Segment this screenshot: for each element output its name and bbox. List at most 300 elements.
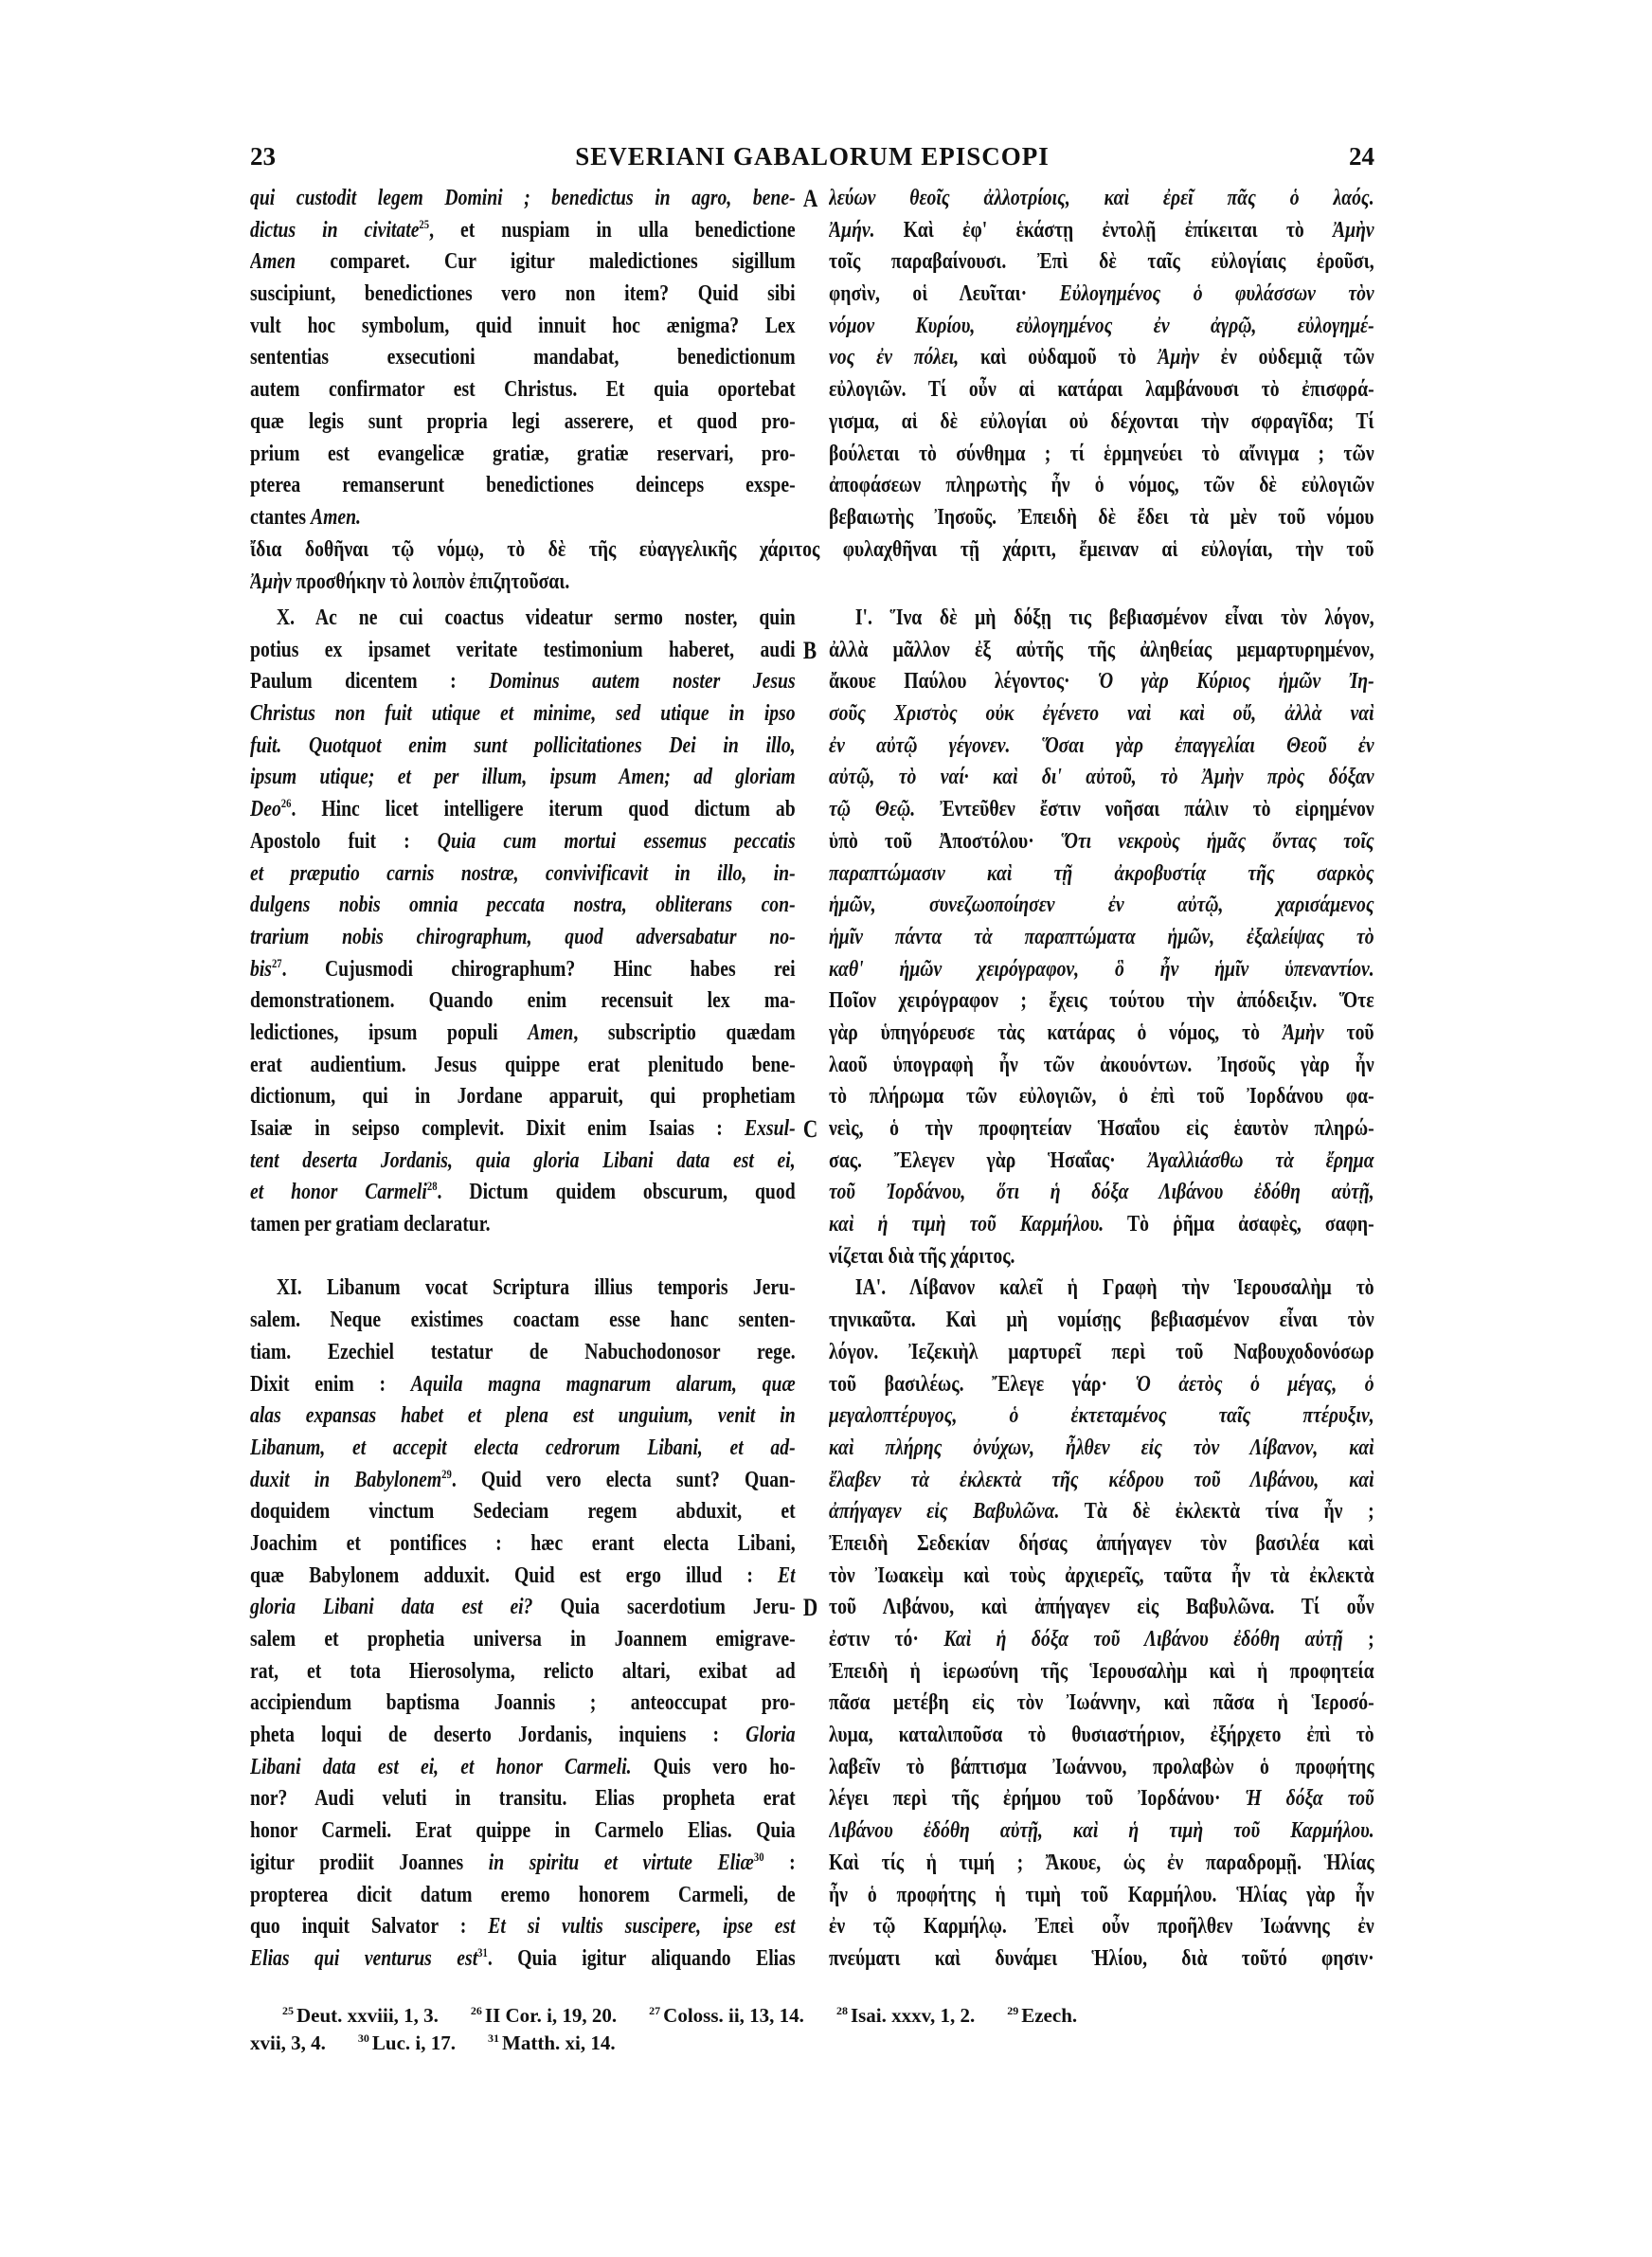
text-line [250, 1496, 796, 1528]
text-line [829, 858, 1374, 891]
italic-text: παραπτώμασιν καὶ τῇ ἀκροβυστίᾳ τῆς σαρκὸς [829, 860, 1374, 886]
roman-text: λυμα, καταλιποῦσα τὸ θυσιαστήριον, ἐξήρχετο ἐπὶ τὸ [829, 1723, 1374, 1748]
italic-text: Libanum, et accepit electa cedrorum Libani, et ad- [250, 1435, 796, 1460]
italic-text: dulgens nobis omnia peccata nostra, obliterans con- [250, 893, 796, 918]
roman-text: πᾶσα μετέβη εἰς τὸν Ἰωάννην, καὶ πᾶσα ἡ Ἱεροσό- [829, 1690, 1374, 1716]
roman-text: tamen per gratiam declaratur. [250, 1212, 491, 1237]
italic-text: νος ἐν πόλει, [829, 345, 960, 370]
italic-text: ἡμῶν, συνεζωοποίησεν ἐν αὐτῷ, χαρισάμενος [829, 893, 1374, 918]
roman-text: Καὶ τίς ἡ τιμή ; Ἄκουε, ὡς ἐν παραδρομῇ. Ἡλίας [829, 1850, 1374, 1875]
roman-text: X. Ac ne cui coactus videatur sermo noster, quin [276, 605, 796, 630]
text-line [829, 1783, 1374, 1815]
text-line [829, 1018, 1374, 1050]
text-line [250, 1433, 796, 1465]
roman-text: salem et prophetia universa in Joannem emigrave- [250, 1627, 796, 1652]
left-column-latin [250, 603, 818, 1976]
text-line [829, 762, 1374, 794]
text-line [250, 1305, 796, 1337]
text-line [829, 1241, 1374, 1273]
roman-text: salem. Neque existimes coactam esse hanc senten- [250, 1308, 796, 1333]
roman-text: ; [1342, 1627, 1374, 1652]
text-line [829, 470, 1374, 502]
roman-text: tiam. Ezechiel testatur de Nabuchodonosor rege. [250, 1339, 796, 1364]
roman-text: erat audientium. Jesus quippe erat plenitudo bene- [250, 1052, 796, 1077]
italic-text: trarium nobis chirographum, quod adversabatur no- [250, 924, 796, 949]
italic-text: Ἀμὴν [1158, 345, 1199, 370]
roman-text: ἐν τῷ Καρμήλῳ. Ἐπεὶ οὖν προῆλθεν Ἰωάννης ἐν [829, 1914, 1374, 1940]
roman-text: doquidem vinctum Sedeciam regem abduxit, et [250, 1499, 796, 1525]
italic-text: Ἀγαλλιάσθω τὰ ἔρημα [1147, 1147, 1374, 1173]
footnote-text: Matth. xi, 14. [502, 2031, 616, 2054]
italic-text: Ὁ ἀετὸς ὁ μέγας, ὁ [1135, 1371, 1374, 1397]
margin-letter: D [802, 1594, 818, 1622]
text-line [829, 246, 1374, 279]
text-line [829, 985, 1374, 1018]
italic-text: fuit. Quotquot enim sunt pollicitationes Dei in illo, [250, 732, 796, 758]
italic-text: ipsum utique; et per illum, ipsum Amen; ad gloriam [250, 765, 796, 790]
roman-text: pheta loqui de deserto Jordanis, inquiens : [250, 1723, 746, 1748]
italic-text: ἀπήγαγεν εἰς Βαβυλῶνα. [829, 1499, 1060, 1525]
text-line [250, 279, 796, 311]
paragraph [250, 1273, 818, 1975]
text-line [829, 1848, 1374, 1880]
margin-letter: B [802, 636, 817, 664]
text-line [829, 794, 1374, 826]
roman-text: potius ex ipsamet veritate testimonium haberet, audi [250, 637, 796, 662]
footnote [471, 2004, 617, 2027]
text-line [829, 1688, 1374, 1720]
text-line [829, 731, 1374, 763]
italic-text: Amen. [310, 504, 361, 530]
italic-text: et honor Carmeli [250, 1180, 427, 1205]
footnote-marker: 26 [280, 796, 292, 811]
roman-text: φησὶν, οἱ Λευῖται· [829, 281, 1060, 307]
roman-text: Ἐπειδὴ ἡ ἱερωσύνη τῆς Ἱερουσαλὴμ καὶ ἡ προφητεία [829, 1658, 1374, 1684]
roman-text: τὸ πλήρωμα τῶν εὐλογιῶν, ὁ ἐπὶ τοῦ Ἰορδάνου φα- [829, 1084, 1374, 1110]
roman-text: vult hoc symbolum, quid innuit hoc ænigma? Lex [250, 313, 796, 338]
footnote-marker: 31 [477, 1944, 488, 1959]
roman-text: ἐστιν τό· [829, 1627, 944, 1652]
paragraph [250, 534, 1374, 598]
text-line [250, 1688, 796, 1720]
text-line [829, 1815, 1374, 1848]
text-line [829, 1465, 1374, 1497]
text-line [829, 1113, 1374, 1146]
italic-text: duxit in Babylonem [250, 1467, 442, 1492]
italic-text: Ἀμήν. [829, 217, 875, 243]
text-line [250, 731, 796, 763]
footnote-text: Coloss. ii, 13, 14. [663, 2004, 804, 2027]
roman-text: ὑπὸ τοῦ Ἀποστόλου· [829, 828, 1061, 854]
text-line [250, 698, 796, 731]
roman-text: Quis vero ho- [631, 1754, 796, 1779]
running-title: SEVERIANI GABALORUM EPISCOPI [575, 142, 1050, 171]
italic-text: Christus non fuit utique et minime, sed utique in ipso [250, 701, 796, 727]
paragraph [829, 1273, 1374, 1975]
roman-text: . Dictum quidem obscurum, quod [437, 1180, 796, 1205]
roman-text: βεβαιωτὴς Ἰησοῦς. Ἐπειδὴ δὲ ἔδει τὰ μὲν τοῦ νόμου [829, 504, 1374, 530]
text-line [829, 1305, 1374, 1337]
footnote-number: 26 [470, 2004, 482, 2017]
margin-letter: A [802, 185, 818, 212]
text-line [250, 1561, 796, 1593]
italic-text: Ἀμὴν [1282, 1020, 1324, 1045]
roman-text: τὸν Ἰωακεὶμ καὶ τοὺς ἀρχιερεῖς, ταῦτα ἦν τὰ ἐκλεκτὰ [829, 1562, 1374, 1588]
roman-text: . Quid vero electa sunt? Quan- [451, 1467, 796, 1492]
text-line [250, 1624, 796, 1656]
footnotes [250, 2002, 1374, 2057]
text-line [250, 762, 796, 794]
italic-text: Quia cum mortui essemus peccatis [437, 828, 796, 854]
text-line [250, 603, 796, 635]
text-line [250, 1815, 796, 1848]
text-line [829, 1561, 1374, 1593]
roman-text: εὐλογιῶν. Τί οὖν αἱ κατάραι λαμβάνουσι τὸ ἐπισφρά- [829, 377, 1374, 403]
roman-text: rat, et tota Hierosolyma, relicto altari, exibat ad [250, 1658, 796, 1684]
italic-text: Exsul- [745, 1116, 796, 1141]
roman-text: Joachim et pontifices : hæc erant electa Libani, [250, 1530, 796, 1556]
text-line [829, 922, 1374, 954]
text-line [250, 890, 796, 922]
roman-text: σας. Ἔλεγεν γὰρ Ἡσαΐας· [829, 1147, 1148, 1173]
text-line [250, 1880, 796, 1912]
footnote-text: Isai. xxxv, 1, 2. [850, 2004, 976, 2027]
text-line [250, 1337, 796, 1369]
paragraph [829, 603, 1374, 1273]
roman-text: . Cujusmodi chirographum? Hinc habes rei [281, 956, 796, 982]
footnote-marker: 29 [441, 1466, 452, 1481]
roman-text: ΙΑ'. Λίβανον καλεῖ ἡ Γραφὴ τὴν Ἱερουσαλὴμ τὸ [854, 1275, 1374, 1301]
text-line [829, 1496, 1374, 1528]
footnote-number: 30 [357, 2031, 369, 2045]
footnote-marker: 25 [419, 216, 430, 231]
footnote [1007, 2004, 1077, 2027]
roman-text: γισμα, αἱ δὲ εὐλογίαι οὐ δέχονται τὴν σφραγῖδα; Τί [829, 408, 1374, 434]
roman-text: . Quia igitur aliquando Elias [487, 1945, 796, 1971]
text-line [829, 1656, 1374, 1688]
left-column-top [250, 183, 818, 534]
roman-text: ἄκουε Παύλου λέγοντος· [829, 669, 1098, 695]
roman-text: suscipiunt, benedictiones vero non item? Quid sibi [250, 281, 796, 307]
roman-text: , et nuspiam in ulla benedictione [429, 217, 796, 243]
roman-text: quæ legis sunt propria legi asserere, et quod pro- [250, 408, 796, 434]
text-line [829, 666, 1374, 698]
roman-text: νεὶς, ὁ τὴν προφητείαν Ἡσαΐου εἰς ἑαυτὸν πληρώ- [829, 1116, 1374, 1141]
roman-text: τοῦ βασιλέως. Ἔλεγε γάρ· [829, 1371, 1136, 1397]
text-line [829, 342, 1374, 374]
roman-text: πνεύματι καὶ δυνάμει Ἡλίου, διὰ τοῦτό φησιν· [829, 1945, 1374, 1971]
italic-text: ἐν αὐτῷ γέγονεν. Ὅσαι γὰρ ἐπαγγελίαι Θεοῦ ἐν [829, 732, 1374, 758]
paragraph [829, 183, 1374, 534]
text-line [829, 374, 1374, 406]
italic-text: Et si vultis suscipere, ipse est [488, 1914, 796, 1940]
footnote-line [250, 2030, 1374, 2057]
italic-text: bis [250, 956, 272, 982]
text-line [250, 1209, 796, 1241]
text-line [250, 1528, 796, 1561]
italic-text: dictus in civitate [250, 217, 420, 243]
italic-text: λεύων θεοῖς ἀλλοτρίοις, καὶ ἐρεῖ πᾶς ὁ λαός. [829, 186, 1374, 210]
text-line [250, 406, 796, 439]
roman-text: Quia sacerdotium Jeru- [532, 1595, 796, 1620]
roman-text: propterea dicit datum eremo honorem Carmeli, de [250, 1882, 796, 1907]
text-line [250, 954, 796, 986]
roman-text: ἦν ὁ προφήτης ἡ τιμὴ τοῦ Καρμήλου. Ἡλίας γὰρ ἦν [829, 1882, 1374, 1907]
italic-text: μεγαλοπτέρυγος, ὁ ἐκτεταμένος ταῖς πτέρυξιν, [829, 1403, 1374, 1429]
text-line [250, 1146, 796, 1178]
italic-text: Amen [250, 249, 296, 275]
text-line [829, 890, 1374, 922]
italic-text: Ἀμὴν [250, 569, 292, 594]
italic-text: καθ' ἡμῶν χειρόγραφον, ὃ ἦν ἡμῖν ὑπεναντίον. [829, 956, 1374, 982]
text-line [250, 1720, 796, 1752]
italic-text: Dominus autem noster Jesus [489, 669, 796, 695]
roman-text: , subscriptio quædam [573, 1020, 796, 1045]
footnote-text: Deut. xxviii, 1, 3. [296, 2004, 439, 2027]
roman-text: sententias exsecutioni mandabat, benedictionum [250, 345, 796, 370]
italic-text: Aquila magna magnarum alarum, quæ [410, 1371, 796, 1397]
roman-text: pterea remanserunt benedictiones deinceps exspe- [250, 473, 796, 498]
roman-text: βούλεται τὸ σύνθημα ; τί ἑρμηνεύει τὸ αἴνιγμα ; τῶν [829, 441, 1374, 466]
italic-text: Ἡ δόξα τοῦ [1245, 1786, 1374, 1812]
text-line [250, 311, 796, 343]
italic-text: καὶ ἡ τιμὴ τοῦ Καρμήλου. [829, 1212, 1104, 1237]
text-line [829, 1880, 1374, 1912]
text-line [829, 1433, 1374, 1465]
text-line [250, 534, 1374, 567]
roman-text: prium est evangelicæ gratiæ, gratiæ reservari, pro- [250, 441, 796, 466]
text-line [250, 922, 796, 954]
roman-text: Paulum dicentem : [250, 669, 490, 695]
roman-text: XI. Libanum vocat Scriptura illius temporis Jeru- [276, 1275, 796, 1301]
text-line [829, 1337, 1374, 1369]
text-line [250, 1400, 796, 1433]
italic-text: Εὐλογημένος ὁ φυλάσσων τὸν [1059, 281, 1374, 307]
italic-text: Ὅτι νεκροὺς ἡμᾶς ὄντας τοῖς [1060, 828, 1374, 854]
roman-text: Ἐπειδὴ Σεδεκίαν δήσας ἀπήγαγεν τὸν βασιλέα καὶ [829, 1530, 1374, 1556]
text-line [829, 311, 1374, 343]
text-line [250, 635, 817, 667]
italic-text: καὶ πλήρης ὀνύχων, ἦλθεν εἰς τὸν Λίβανον, καὶ [829, 1435, 1374, 1460]
italic-text: τῷ Θεῷ. [829, 797, 916, 822]
text-line [250, 1113, 818, 1146]
roman-text: Dixit enim : [250, 1371, 411, 1397]
italic-text: alas expansas habet et plena est unguium, venit in [250, 1403, 796, 1429]
footnote [488, 2031, 616, 2054]
text-line [829, 502, 1374, 534]
text-line [829, 215, 1374, 247]
text-line [829, 698, 1374, 731]
footnote-marker: 27 [271, 955, 282, 970]
footnote [649, 2004, 804, 2027]
italic-text: Ἀμὴν [1333, 217, 1374, 243]
italic-text: Amen [528, 1020, 574, 1045]
text-line [250, 1783, 796, 1815]
text-line [829, 406, 1374, 439]
text-line [829, 1528, 1374, 1561]
roman-text: ἐν οὐδεμιᾷ τῶν [1198, 345, 1374, 370]
footnote [358, 2031, 456, 2054]
roman-text: τηνικαῦτα. Καὶ μὴ νομίσῃς βεβιασμένον εἶναι τὸν [829, 1308, 1374, 1333]
text-line [250, 1369, 796, 1401]
text-line [250, 1050, 796, 1082]
italic-text: Deo [250, 797, 281, 822]
text-line [829, 1752, 1374, 1784]
italic-text: gloria Libani data est ei? [250, 1595, 533, 1620]
italic-text: Καὶ ἡ δόξα τοῦ Λιβάνου ἐδόθη αὐτῇ [943, 1627, 1343, 1652]
roman-text: γὰρ ὑπηγόρευσε τὰς κατάρας ὁ νόμος, τὸ [829, 1020, 1283, 1045]
text-line [250, 1848, 796, 1880]
text-line [829, 1050, 1374, 1082]
italic-text: Libani data est ei, et honor Carmeli. [250, 1754, 632, 1779]
roman-text: honor Carmeli. Erat quippe in Carmelo Elias. Quia [250, 1818, 796, 1844]
text-line [829, 1911, 1374, 1943]
text-line [250, 826, 796, 858]
text-line [250, 1911, 796, 1943]
roman-text: λόγον. Ἰεζεκιὴλ μαρτυρεῖ περὶ τοῦ Ναβουχοδονόσωρ [829, 1339, 1374, 1364]
text-line [250, 1177, 796, 1209]
text-line [250, 1752, 796, 1784]
roman-text: ctantes [250, 504, 311, 530]
roman-text: ἴδια δοθῆναι τῷ νόμῳ, τὸ δὲ τῆς εὐαγγελικῆς χάριτος φυλαχθῆναι τῇ χάριτι, ἔμειναν αἱ εὐλογίαι, τὴν τοῦ [250, 537, 1374, 562]
italic-text: αὐτῷ, τὸ ναί· καὶ δι' αὐτοῦ, τὸ Ἀμὴν πρὸς δόξαν [829, 765, 1374, 790]
text-line [250, 1018, 796, 1050]
roman-text: comparet. Cur igitur maledictiones sigillum [296, 249, 796, 275]
italic-text: σοῦς Χριστὸς οὐκ ἐγένετο ναὶ καὶ οὔ, ἀλλὰ ναὶ [829, 701, 1374, 727]
text-line [829, 1273, 1374, 1305]
roman-text: ἀλλὰ μᾶλλον ἐξ αὐτῆς τῆς ἀληθείας μεμαρτυρημένον, [829, 637, 1374, 662]
roman-text: nor? Audi veluti in transitu. Elias propheta erat [250, 1786, 796, 1812]
roman-text: Ἐντεῦθεν ἔστιν νοῆσαι πάλιν τὸ εἰρημένον [915, 797, 1374, 822]
italic-text: Λιβάνου ἐδόθη αὐτῇ, καὶ ἡ τιμὴ τοῦ Καρμήλου. [829, 1818, 1374, 1844]
text-line [829, 826, 1374, 858]
roman-text: quo inquit Salvator : [250, 1914, 489, 1940]
text-line [250, 1273, 796, 1305]
italic-text: tent deserta Jordanis, quia gloria Libani data est ei, [250, 1147, 796, 1173]
margin-letter: C [802, 1115, 818, 1143]
text-line [250, 439, 796, 471]
italic-text: ἡμῖν πάντα τὰ παραπτώματα ἡμῶν, ἐξαλείψας τὸ [829, 924, 1374, 949]
footnote-number: 31 [488, 2031, 500, 2045]
roman-text: προσθήκην τὸ λοιπὸν ἐπιζητοῦσαι. [291, 569, 570, 594]
roman-text: λέγει περὶ τῆς ἐρήμου τοῦ Ἰορδάνου· [829, 1786, 1246, 1812]
page-number-right: 24 [1349, 142, 1374, 171]
text-line [829, 439, 1374, 471]
footnote [282, 2004, 439, 2027]
italic-text: qui custodit legem Domini ; benedictus in agro, bene- [250, 186, 796, 210]
text-line [829, 635, 1374, 667]
text-line [250, 794, 796, 826]
text-line [250, 1656, 796, 1688]
italic-text: Ὁ γὰρ Κύριος ἡμῶν Ἰη- [1097, 669, 1374, 695]
page-number-left: 23 [250, 142, 276, 171]
roman-text: demonstrationem. Quando enim recensuit lex ma- [250, 988, 796, 1014]
text-line [250, 1592, 818, 1624]
italic-text: et præputio carnis nostræ, convivificavit in illo, in- [250, 860, 796, 886]
text-line [829, 1369, 1374, 1401]
roman-text: ledictiones, ipsum populi [250, 1020, 529, 1045]
footnote-text: Luc. i, 17. [371, 2031, 457, 2054]
roman-text: ἀποφάσεων πληρωτὴς ἦν ὁ νόμος, τῶν δὲ εὐλογιῶν [829, 473, 1374, 498]
text-line [829, 279, 1374, 311]
footnote-number: 28 [835, 2004, 848, 2017]
roman-text: quæ Babylonem adduxit. Quid est ergo illud : [250, 1562, 779, 1588]
roman-text: : [763, 1850, 796, 1875]
roman-text: . Hinc licet intelligere iterum quod dictum ab [291, 797, 796, 822]
text-line [250, 470, 796, 502]
right-column-greek [829, 603, 1374, 1976]
text-line [829, 1624, 1374, 1656]
roman-text: λαοῦ ὑπογραφὴ ἦν τῶν ἀκουόντων. Ἰησοῦς γὰρ ἦν [829, 1052, 1374, 1077]
roman-text: Τὸ ῥῆμα ἀσαφὲς, σαφη- [1104, 1212, 1374, 1237]
footnote-number: 29 [1007, 2004, 1019, 2017]
text-line [250, 1465, 796, 1497]
text-line [829, 1146, 1374, 1178]
roman-text: νίζεται διὰ τῆς χάριτος. [829, 1243, 1015, 1269]
footnote-line [250, 2002, 1374, 2030]
text-line [250, 183, 818, 215]
roman-text: Ποῖον χειρόγραφον ; ἔχεις τούτου τὴν ἀπόδειξιν. Ὅτε [829, 988, 1374, 1014]
footnote-text: II Cor. i, 19, 20. [484, 2004, 618, 2027]
text-line [829, 1720, 1374, 1752]
footnote-number: 27 [649, 2004, 661, 2017]
italic-text: ἔλαβεν τὰ ἐκλεκτὰ τῆς κέδρου τοῦ Λιβάνου, καὶ [829, 1467, 1374, 1492]
paragraph [250, 603, 818, 1241]
roman-text: igitur prodiit Joannes [250, 1850, 489, 1875]
text-line [250, 502, 796, 534]
text-line [250, 666, 796, 698]
text-line [829, 954, 1374, 986]
full-width-greek [250, 534, 1374, 598]
text-line [829, 603, 1374, 635]
footnote [836, 2004, 975, 2027]
footnote-number: 25 [282, 2004, 294, 2017]
footnote-text: Ezech. [1021, 2004, 1078, 2027]
italic-text: Gloria [745, 1723, 796, 1748]
text-line [829, 1400, 1374, 1433]
italic-text: in spiritu et virtute Eliæ [488, 1850, 754, 1875]
roman-text: λαβεῖν τὸ βάπτισμα Ἰωάννου, προλαβὼν ὁ προφήτης [829, 1754, 1374, 1779]
text-line [250, 1081, 796, 1113]
roman-text: τοῖς παραβαίνουσι. Ἐπὶ δὲ ταῖς εὐλογίαις ἐροῦσι, [829, 249, 1374, 275]
text-line [250, 215, 796, 247]
text-line [829, 1081, 1374, 1113]
text-line [829, 1177, 1374, 1209]
text-line [829, 183, 1374, 215]
roman-text: accipiendum baptisma Joannis ; anteoccupat pro- [250, 1690, 796, 1716]
text-line [250, 342, 796, 374]
text-line [250, 374, 796, 406]
roman-text: Ι'. Ἵνα δὲ μὴ δόξῃ τις βεβιασμένον εἶναι τὸν λόγον, [854, 605, 1374, 630]
text-line [829, 1209, 1374, 1241]
running-header [250, 142, 1374, 176]
italic-text: Elias qui venturus est [250, 1945, 478, 1971]
roman-text: Apostolo fuit : [250, 828, 438, 854]
italic-text: Et [778, 1562, 796, 1588]
roman-text: τοῦ [1323, 1020, 1374, 1045]
italic-text: τοῦ Ἰορδάνου, ὅτι ἡ δόξα Λιβάνου ἐδόθη αὐτῇ, [829, 1180, 1374, 1205]
footnote-marker: 30 [753, 1849, 764, 1864]
roman-text: τοῦ Λιβάνου, καὶ ἀπήγαγεν εἰς Βαβυλῶνα. Τί οὖν [829, 1595, 1374, 1620]
text-line [250, 858, 796, 891]
right-column-top [829, 183, 1374, 534]
footnote-marker: 28 [426, 1179, 438, 1194]
text-line [829, 1592, 1374, 1624]
footnote-continuation: xvii, 3, 4. [250, 2031, 326, 2054]
roman-text: καὶ οὐδαμοῦ τὸ [959, 345, 1158, 370]
text-line [250, 567, 1374, 599]
text-line [250, 246, 796, 279]
